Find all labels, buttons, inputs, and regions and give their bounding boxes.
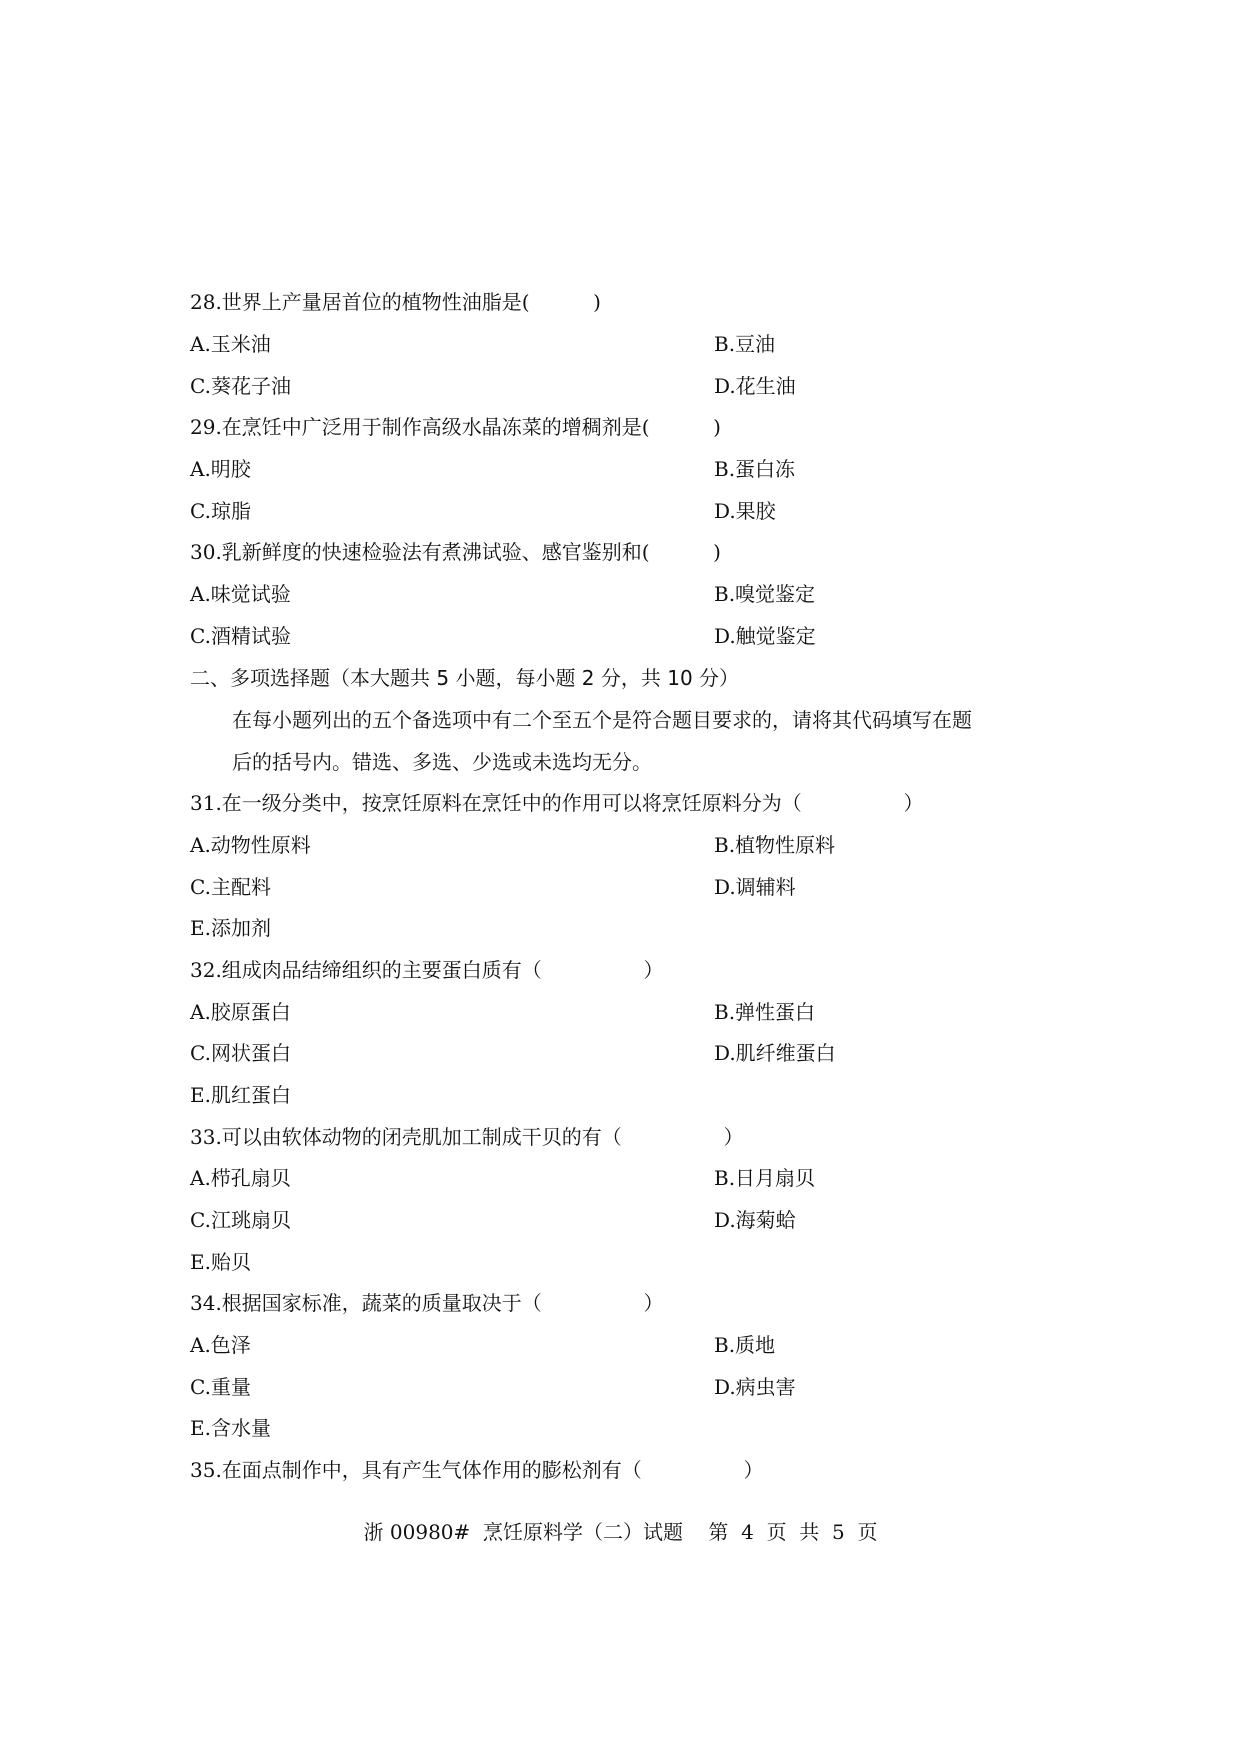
question-32-option-d: D.肌纤维蛋白 <box>714 1041 836 1065</box>
question-30-option-d: D.触觉鉴定 <box>714 624 816 648</box>
question-33-option-b: B.日月扇贝 <box>714 1166 816 1190</box>
question-32-option-b: B.弹性蛋白 <box>714 1000 816 1024</box>
question-33-option-a: A.栉孔扇贝 <box>190 1166 291 1190</box>
section-2-instruction-line-1: 在每小题列出的五个备选项中有二个至五个是符合题目要求的，请将其代码填写在题 <box>232 708 972 732</box>
question-31-stem: 31.在一级分类中，按烹饪原料在烹饪中的作用可以将烹饪原料分为（ ） <box>190 791 924 815</box>
question-31-option-d: D.调辅料 <box>714 875 796 899</box>
question-33-option-d: D.海菊蛤 <box>714 1208 796 1232</box>
question-30-option-a: A.味觉试验 <box>190 582 291 606</box>
question-28-option-c: C.葵花子油 <box>190 374 291 398</box>
section-2-title: 二、多项选择题（本大题共 5 小题，每小题 2 分，共 10 分） <box>190 666 740 690</box>
question-35-stem: 35.在面点制作中，具有产生气体作用的膨松剂有（ ） <box>190 1458 764 1482</box>
question-30-stem: 30.乳新鲜度的快速检验法有煮沸试验、感官鉴别和( ) <box>190 540 721 564</box>
question-28-option-d: D.花生油 <box>714 374 796 398</box>
question-33-stem: 33.可以由软体动物的闭壳肌加工制成干贝的有（ ） <box>190 1125 744 1149</box>
question-29-option-a: A.明胶 <box>190 457 251 481</box>
question-29-option-b: B.蛋白冻 <box>714 457 796 481</box>
section-2-instruction-line-2: 后的括号内。错选、多选、少选或未选均无分。 <box>232 750 652 774</box>
question-34-option-c: C.重量 <box>190 1375 251 1399</box>
question-29-option-c: C.琼脂 <box>190 499 251 523</box>
question-28-stem: 28.世界上产量居首位的植物性油脂是( ) <box>190 290 601 314</box>
question-31-option-c: C.主配料 <box>190 875 271 899</box>
question-32-option-e: E.肌红蛋白 <box>190 1083 291 1107</box>
page-footer: 浙 00980# 烹饪原料学（二）试题 第 4 页 共 5 页 <box>363 1520 878 1544</box>
question-33-option-c: C.江珧扇贝 <box>190 1208 291 1232</box>
question-28-option-a: A.玉米油 <box>190 332 271 356</box>
question-30-option-c: C.酒精试验 <box>190 624 291 648</box>
question-29-option-d: D.果胶 <box>714 499 776 523</box>
question-31-option-e: E.添加剂 <box>190 916 271 940</box>
question-34-option-b: B.质地 <box>714 1333 776 1357</box>
question-29-stem: 29.在烹饪中广泛用于制作高级水晶冻菜的增稠剂是( ) <box>190 415 721 439</box>
question-31-option-b: B.植物性原料 <box>714 833 836 857</box>
question-34-stem: 34.根据国家标准，蔬菜的质量取决于（ ） <box>190 1291 664 1315</box>
question-32-option-a: A.胶原蛋白 <box>190 1000 291 1024</box>
question-34-option-a: A.色泽 <box>190 1333 251 1357</box>
question-34-option-d: D.病虫害 <box>714 1375 796 1399</box>
question-32-stem: 32.组成肉品结缔组织的主要蛋白质有（ ） <box>190 958 664 982</box>
question-28-option-b: B.豆油 <box>714 332 776 356</box>
question-31-option-a: A.动物性原料 <box>190 833 311 857</box>
question-30-option-b: B.嗅觉鉴定 <box>714 582 816 606</box>
question-32-option-c: C.网状蛋白 <box>190 1041 291 1065</box>
question-33-option-e: E.贻贝 <box>190 1250 251 1274</box>
question-34-option-e: E.含水量 <box>190 1416 271 1440</box>
